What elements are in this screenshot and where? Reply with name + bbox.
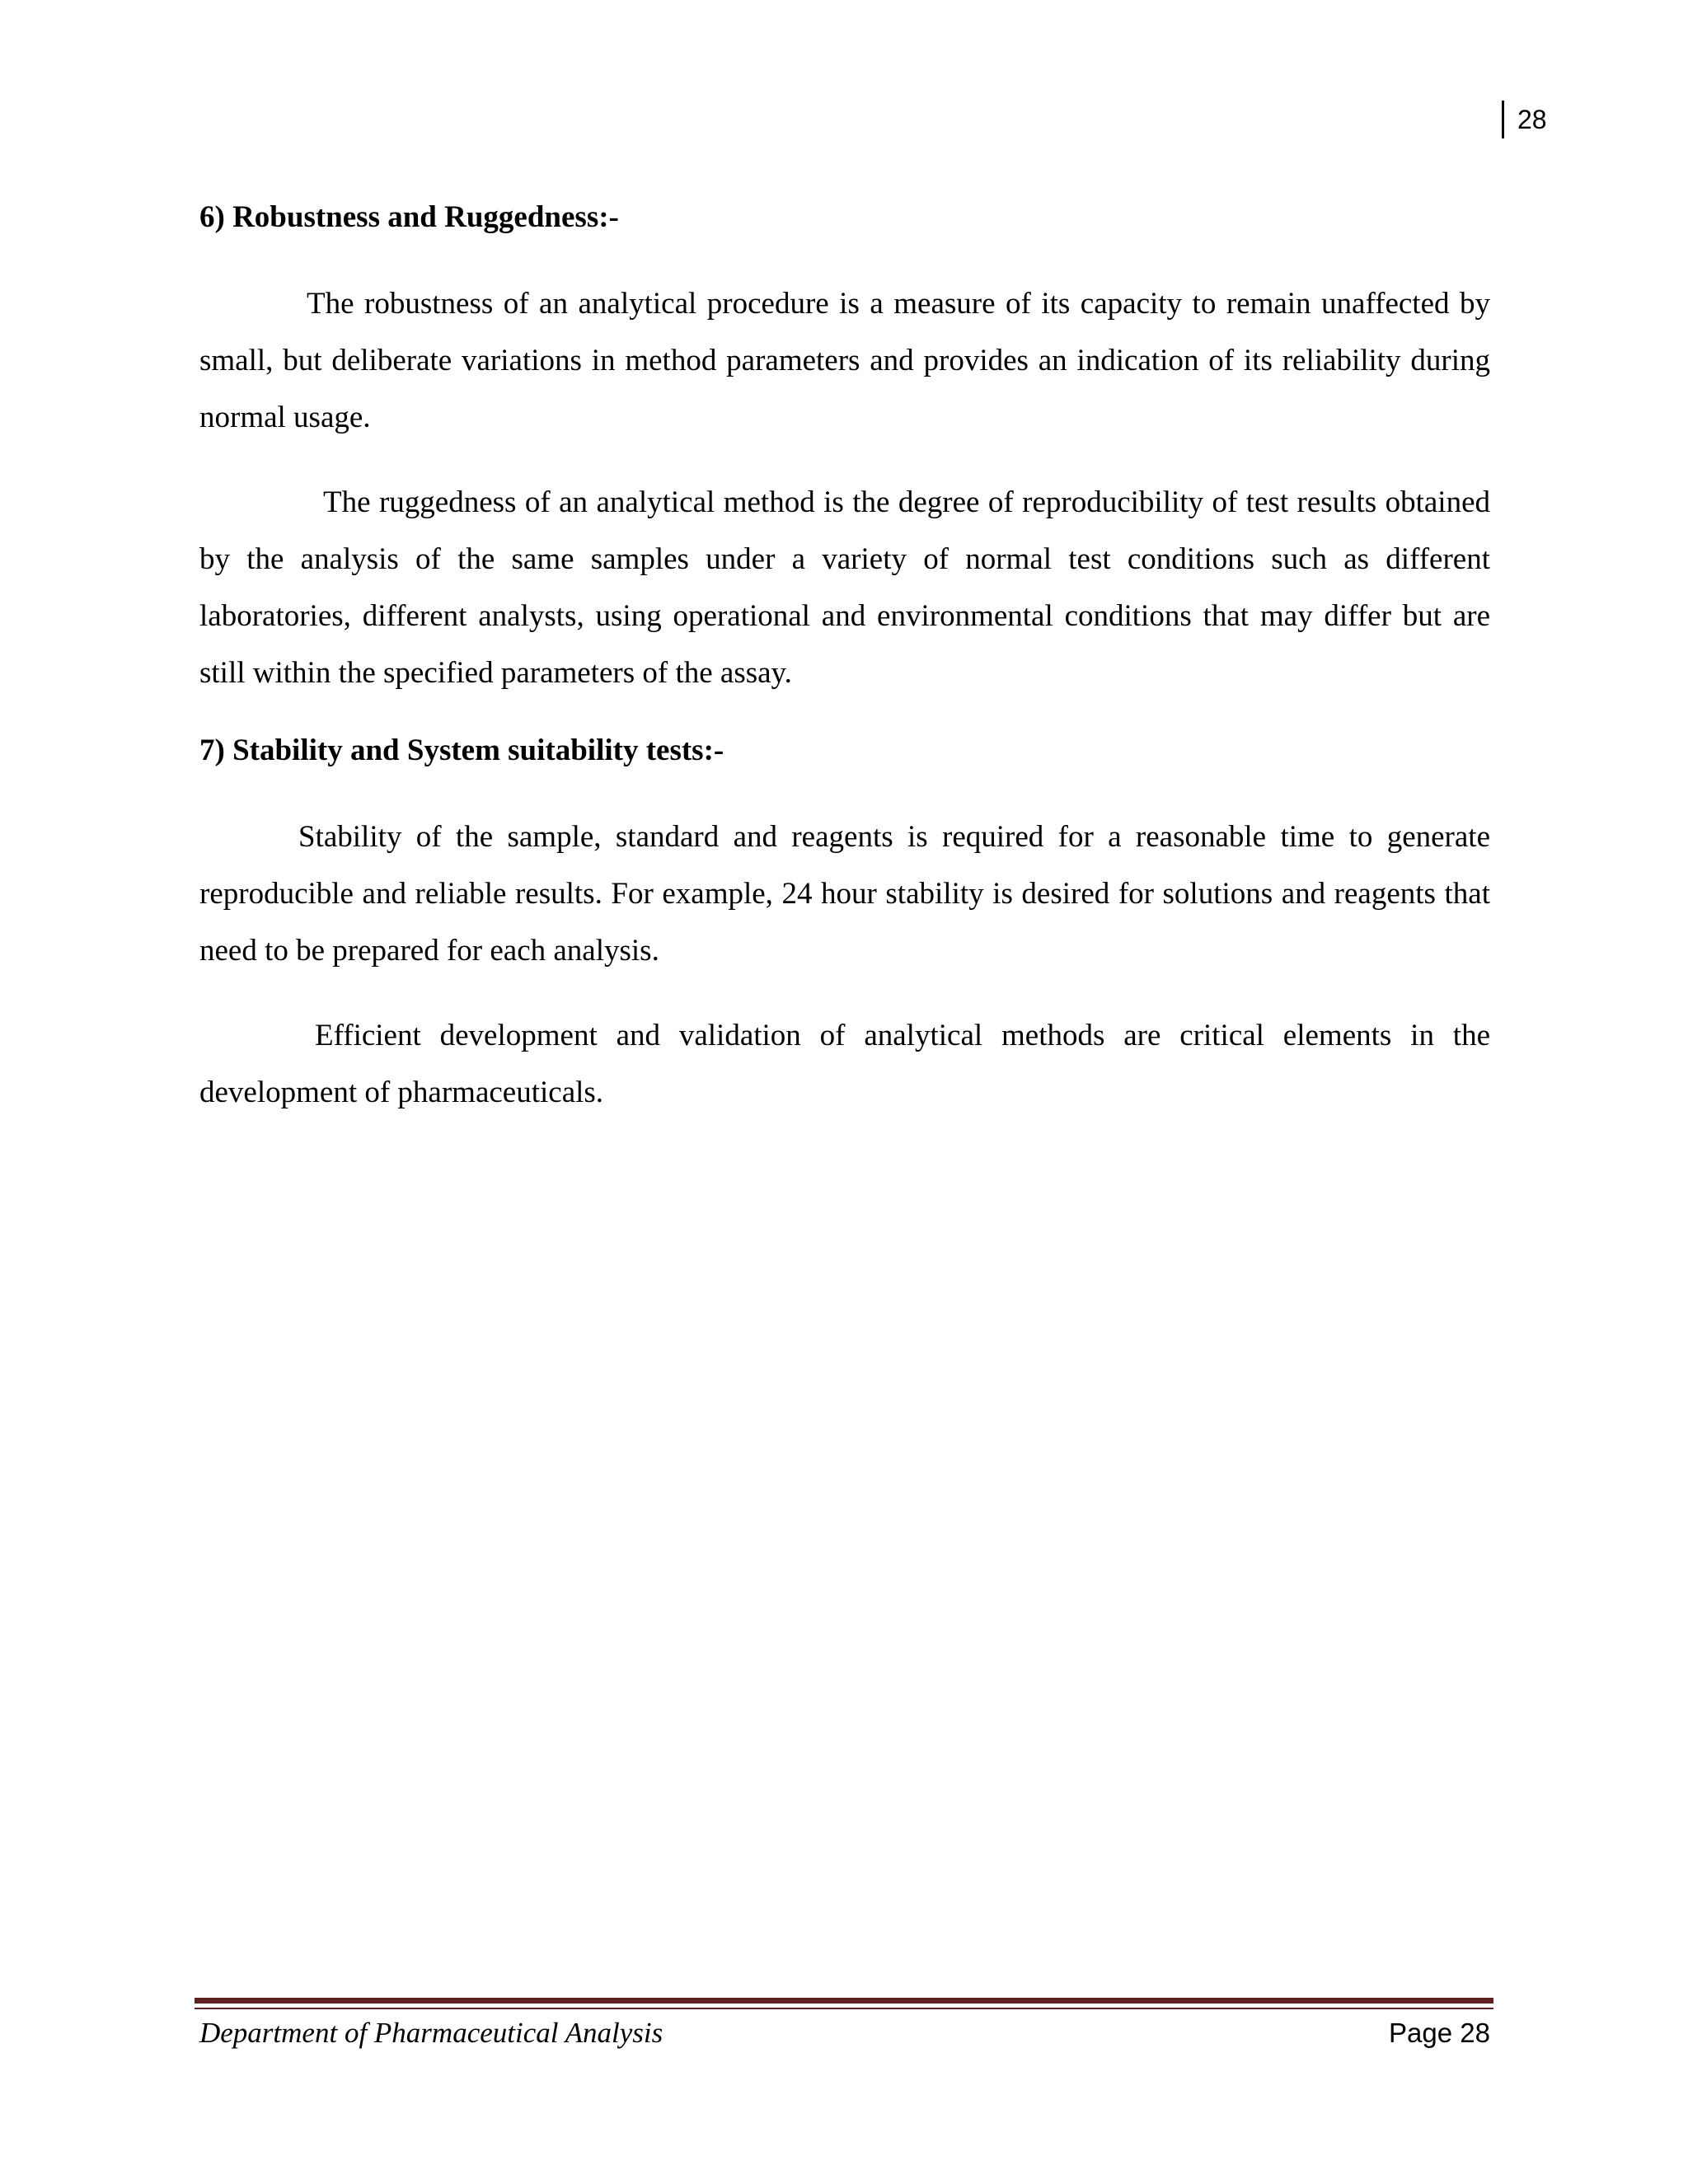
footer-department: Department of Pharmaceutical Analysis <box>199 2017 663 2049</box>
footer-rule-thin <box>195 2008 1493 2009</box>
paragraph-robustness: The robustness of an analytical procedure is a measure of its capacity to remain unaffected by small, but deliberate variations in method parameters and provides an indication of its reliability during normal usage. <box>199 287 1490 434</box>
section-heading-robustness: 6) Robustness and Ruggedness:- <box>199 200 619 234</box>
footer-page-label: Page 28 <box>1389 2018 1490 2048</box>
paragraph-ruggedness: The ruggedness of an analytical method is the degree of reproducibility of test results obtained by the analysis of the same samples under a variety of normal test conditions such as different laboratories, different analysts, using operational and environmental conditions that may differ but are still within the specified parameters of the assay. <box>199 485 1490 690</box>
section-heading-stability: 7) Stability and System suitability tests:- <box>199 733 724 767</box>
paragraph-stability: Stability of the sample, standard and reagents is required for a reasonable time to generate reproducible and reliable results. For example, 24 hour stability is desired for solutions and reagents that need to be prepared for each analysis. <box>199 820 1490 968</box>
page-content <box>199 196 1490 1149</box>
footer-rule <box>195 1998 1493 2004</box>
header-page-number: 28 <box>1502 101 1547 138</box>
paragraph-validation: Efficient development and validation of analytical methods are critical elements in the development of pharmaceuticals. <box>199 1019 1490 1109</box>
